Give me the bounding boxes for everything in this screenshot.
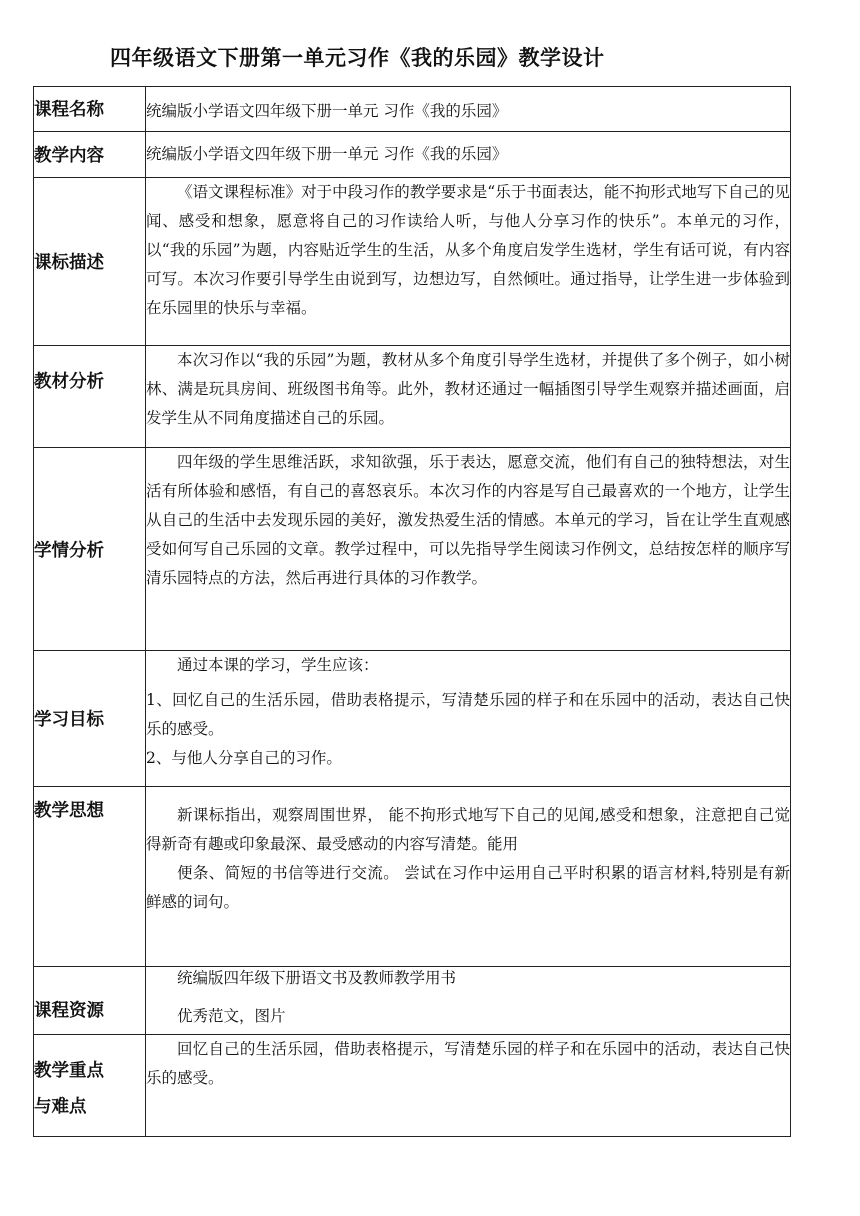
objectives-intro: 通过本课的学习，学生应该： bbox=[177, 656, 379, 674]
content-curriculum-standard bbox=[146, 178, 791, 346]
content-student-analysis bbox=[146, 448, 791, 651]
content-textbook-analysis bbox=[146, 346, 791, 448]
students-paragraph: 四年级的学生思维活跃，求知欲强，乐于表达，愿意交流，他们有自己的独特想法，对生活有所体验和感悟，有自己的喜怒哀乐。本次习作的内容是写自己最喜欢的一个地方，让学生从自己的生活中去发现乐园的美好，激发热爱生活的情感。本单元的学习，旨在让学生直观感受如何写自己乐园的文章。教学过程中，可以先指导学生阅读习作例文，总结按怎样的顺序写清乐园特点的方法，然后再进行具体的习作教学。 bbox=[146, 453, 790, 587]
content-learning-objectives bbox=[146, 651, 791, 787]
page-title: 四年级语文下册第一单元习作《我的乐园》教学设计 bbox=[110, 46, 605, 70]
row-learning-objectives bbox=[34, 651, 791, 787]
resource-item-2: 优秀范文，图片 bbox=[177, 1007, 286, 1025]
philosophy-paragraph-1: 新课标指出，观察周围世界， 能不拘形式地写下自己的见闻,感受和想象，注意把自己觉得新奇有趣或印象最深、最受感动的内容写清楚。能用 bbox=[146, 806, 790, 853]
row-teaching-philosophy bbox=[34, 787, 791, 967]
resource-item-1: 统编版四年级下册语文书及教师教学用书 bbox=[177, 969, 457, 987]
row-textbook-analysis bbox=[34, 346, 791, 448]
label-key-points bbox=[34, 1035, 146, 1137]
objective-item-2: 2、与他人分享自己的习作。 bbox=[146, 749, 342, 767]
content-teaching-content: 统编版小学语文四年级下册一单元 习作《我的乐园》 bbox=[146, 132, 791, 178]
row-teaching-content bbox=[34, 132, 791, 178]
content-key-points bbox=[146, 1035, 791, 1137]
label-student-analysis: 学情分析 bbox=[34, 448, 146, 651]
textbook-paragraph: 本次习作以“我的乐园”为题，教材从多个角度引导学生选材，并提供了多个例子，如小树林、满是玩具房间、班级图书角等。此外，教材还通过一幅插图引导学生观察并描述画面，启发学生从不同角度描述自己的乐园。 bbox=[146, 351, 790, 427]
teaching-design-table bbox=[33, 86, 791, 1137]
content-course-name: 统编版小学语文四年级下册一单元 习作《我的乐园》 bbox=[146, 87, 791, 132]
label-learning-objectives: 学习目标 bbox=[34, 651, 146, 787]
label-teaching-philosophy: 教学思想 bbox=[34, 787, 146, 967]
label-course-name: 课程名称 bbox=[34, 87, 146, 132]
label-curriculum-standard: 课标描述 bbox=[34, 178, 146, 346]
key-points-paragraph: 回忆自己的生活乐园，借助表格提示，写清楚乐园的样子和在乐园中的活动，表达自己快乐的感受。 bbox=[146, 1040, 790, 1087]
label-textbook-analysis: 教材分析 bbox=[34, 346, 146, 448]
label-teaching-content: 教学内容 bbox=[34, 132, 146, 178]
objective-item-1: 1、回忆自己的生活乐园，借助表格提示，写清楚乐园的样子和在乐园中的活动，表达自己快乐的感受。 bbox=[146, 691, 790, 738]
row-curriculum-standard bbox=[34, 178, 791, 346]
content-course-resources bbox=[146, 967, 791, 1035]
label-key-points-line-2: 与难点 bbox=[34, 1097, 87, 1117]
label-key-points-line-1: 教学重点 bbox=[34, 1061, 104, 1081]
standard-paragraph: 《语文课程标准》对于中段习作的教学要求是“乐于书面表达，能不拘形式地写下自己的见闻、感受和想象，愿意将自己的习作读给人听，与他人分享习作的快乐”。本单元的习作，以“我的乐园”为题，内容贴近学生的生活，从多个角度启发学生选材，学生有话可说，有内容可写。本次习作要引导学生由说到写，边想边写，自然倾吐。通过指导，让学生进一步体验到在乐园里的快乐与幸福。 bbox=[146, 183, 790, 317]
row-key-points bbox=[34, 1035, 791, 1137]
row-course-resources bbox=[34, 967, 791, 1035]
philosophy-paragraph-2: 便条、简短的书信等进行交流。 尝试在习作中运用自己平时积累的语言材料,特别是有新鲜感的词句。 bbox=[146, 864, 790, 911]
content-teaching-philosophy bbox=[146, 787, 791, 967]
label-course-resources: 课程资源 bbox=[34, 967, 146, 1035]
row-course-name bbox=[34, 87, 791, 132]
row-student-analysis bbox=[34, 448, 791, 651]
